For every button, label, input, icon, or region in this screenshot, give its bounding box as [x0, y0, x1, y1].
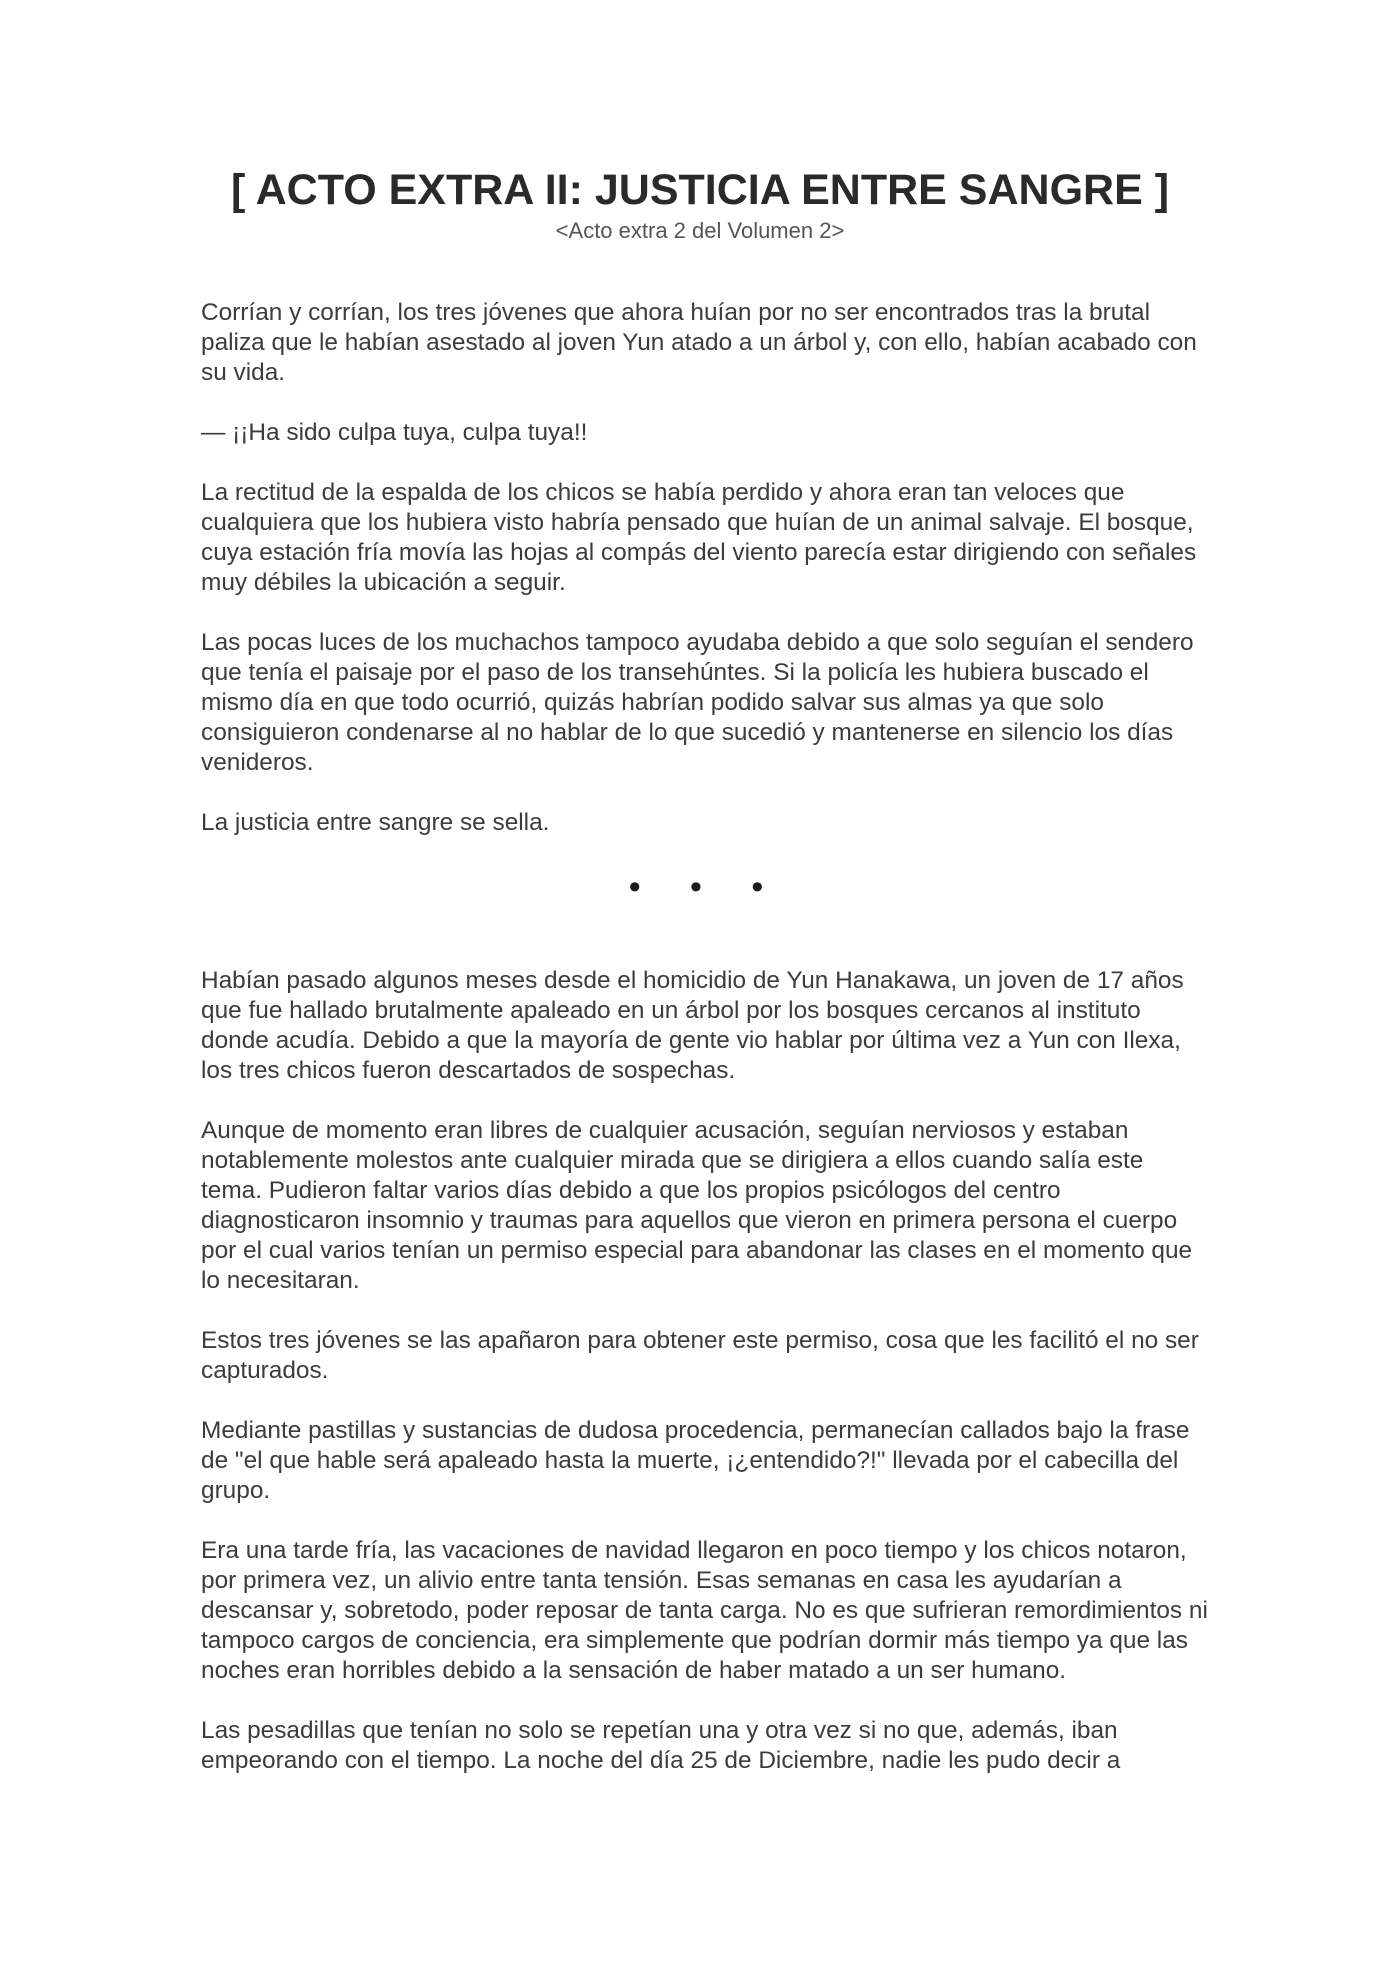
- paragraph: Estos tres jóvenes se las apañaron para obtener este permiso, cosa que les facilitó el no ser capturados.: [201, 1327, 1199, 1384]
- paragraph: Las pocas luces de los muchachos tampoco ayudaba debido a que solo seguían el sendero que tenía el paisaje por el paso de los transehúntes. Si la policía les hubiera buscado el mismo día en que todo ocurrió, quizás habrían podido salvar sus almas ya que solo consiguieron condenarse al no hablar de lo que sucedió y mantenerse en silencio los días venideros.: [201, 629, 1194, 776]
- paragraph: Las pesadillas que tenían no solo se repetían una y otra vez si no que, además, iban empeorando con el tiempo. La noche del día 25 de Diciembre, nadie les pudo decir a: [201, 1717, 1121, 1774]
- separator-dots: • • •: [628, 868, 784, 906]
- paragraph: Era una tarde fría, las vacaciones de navidad llegaron en poco tiempo y los chicos notaron, por primera vez, un alivio entre tanta tensión. Esas semanas en casa les ayudarían a descansar y, sobretodo, poder reposar de tanta carga. No es que sufrieran remordimientos ni tampoco cargos de conciencia, era simplemente que podrían dormir más tiempo ya que las noches eran horribles debido a la sensación de haber matado a un ser humano.: [201, 1537, 1208, 1684]
- dialogue-line: — ¡¡Ha sido culpa tuya, culpa tuya!!: [201, 419, 588, 446]
- section-separator: [201, 868, 1211, 934]
- paragraph: La rectitud de la espalda de los chicos se había perdido y ahora eran tan veloces que cualquiera que los hubiera visto habría pensado que huían de un animal salvaje. El bosque, cuya estación fría movía las hojas al compás del viento parecía estar dirigiendo con señales muy débiles la ubicación a seguir.: [201, 479, 1197, 596]
- section-two: [201, 966, 1211, 1776]
- paragraph: Mediante pastillas y sustancias de dudosa procedencia, permanecían callados bajo la frase de "el que hable será apaleado hasta la muerte, ¡¿entendido?!" llevada por el cabecilla del grupo.: [201, 1417, 1190, 1504]
- paragraph: Aunque de momento eran libres de cualquier acusación, seguían nerviosos y estaban notablemente molestos ante cualquier mirada que se dirigiera a ellos cuando salía este tema. Pudieron faltar varios días debido a que los propios psicólogos del centro diagnosticaron insomnio y traumas para aquellos que vieron en primera persona el cuerpo por el cual varios tenían un permiso especial para abandonar las clases en el momento que lo necesitaran.: [201, 1117, 1193, 1294]
- paragraph: La justicia entre sangre se sella.: [201, 809, 550, 836]
- document-body: [201, 298, 1211, 1806]
- paragraph: Corrían y corrían, los tres jóvenes que ahora huían por no ser encontrados tras la brutal paliza que le habían asestado al joven Yun atado a un árbol y, con ello, habían acabado con su vida.: [201, 299, 1197, 386]
- chapter-subtitle: <Acto extra 2 del Volumen 2>: [555, 218, 845, 243]
- paragraph: Habían pasado algunos meses desde el homicidio de Yun Hanakawa, un joven de 17 años que fue hallado brutalmente apaleado en un árbol por los bosques cercanos al instituto donde acudía. Debido a que la mayoría de gente vio hablar por última vez a Yun con Ilexa, los tres chicos fueron descartados de sospechas.: [201, 967, 1184, 1084]
- chapter-title: [ ACTO EXTRA II: JUSTICIA ENTRE SANGRE ]: [230, 166, 1170, 214]
